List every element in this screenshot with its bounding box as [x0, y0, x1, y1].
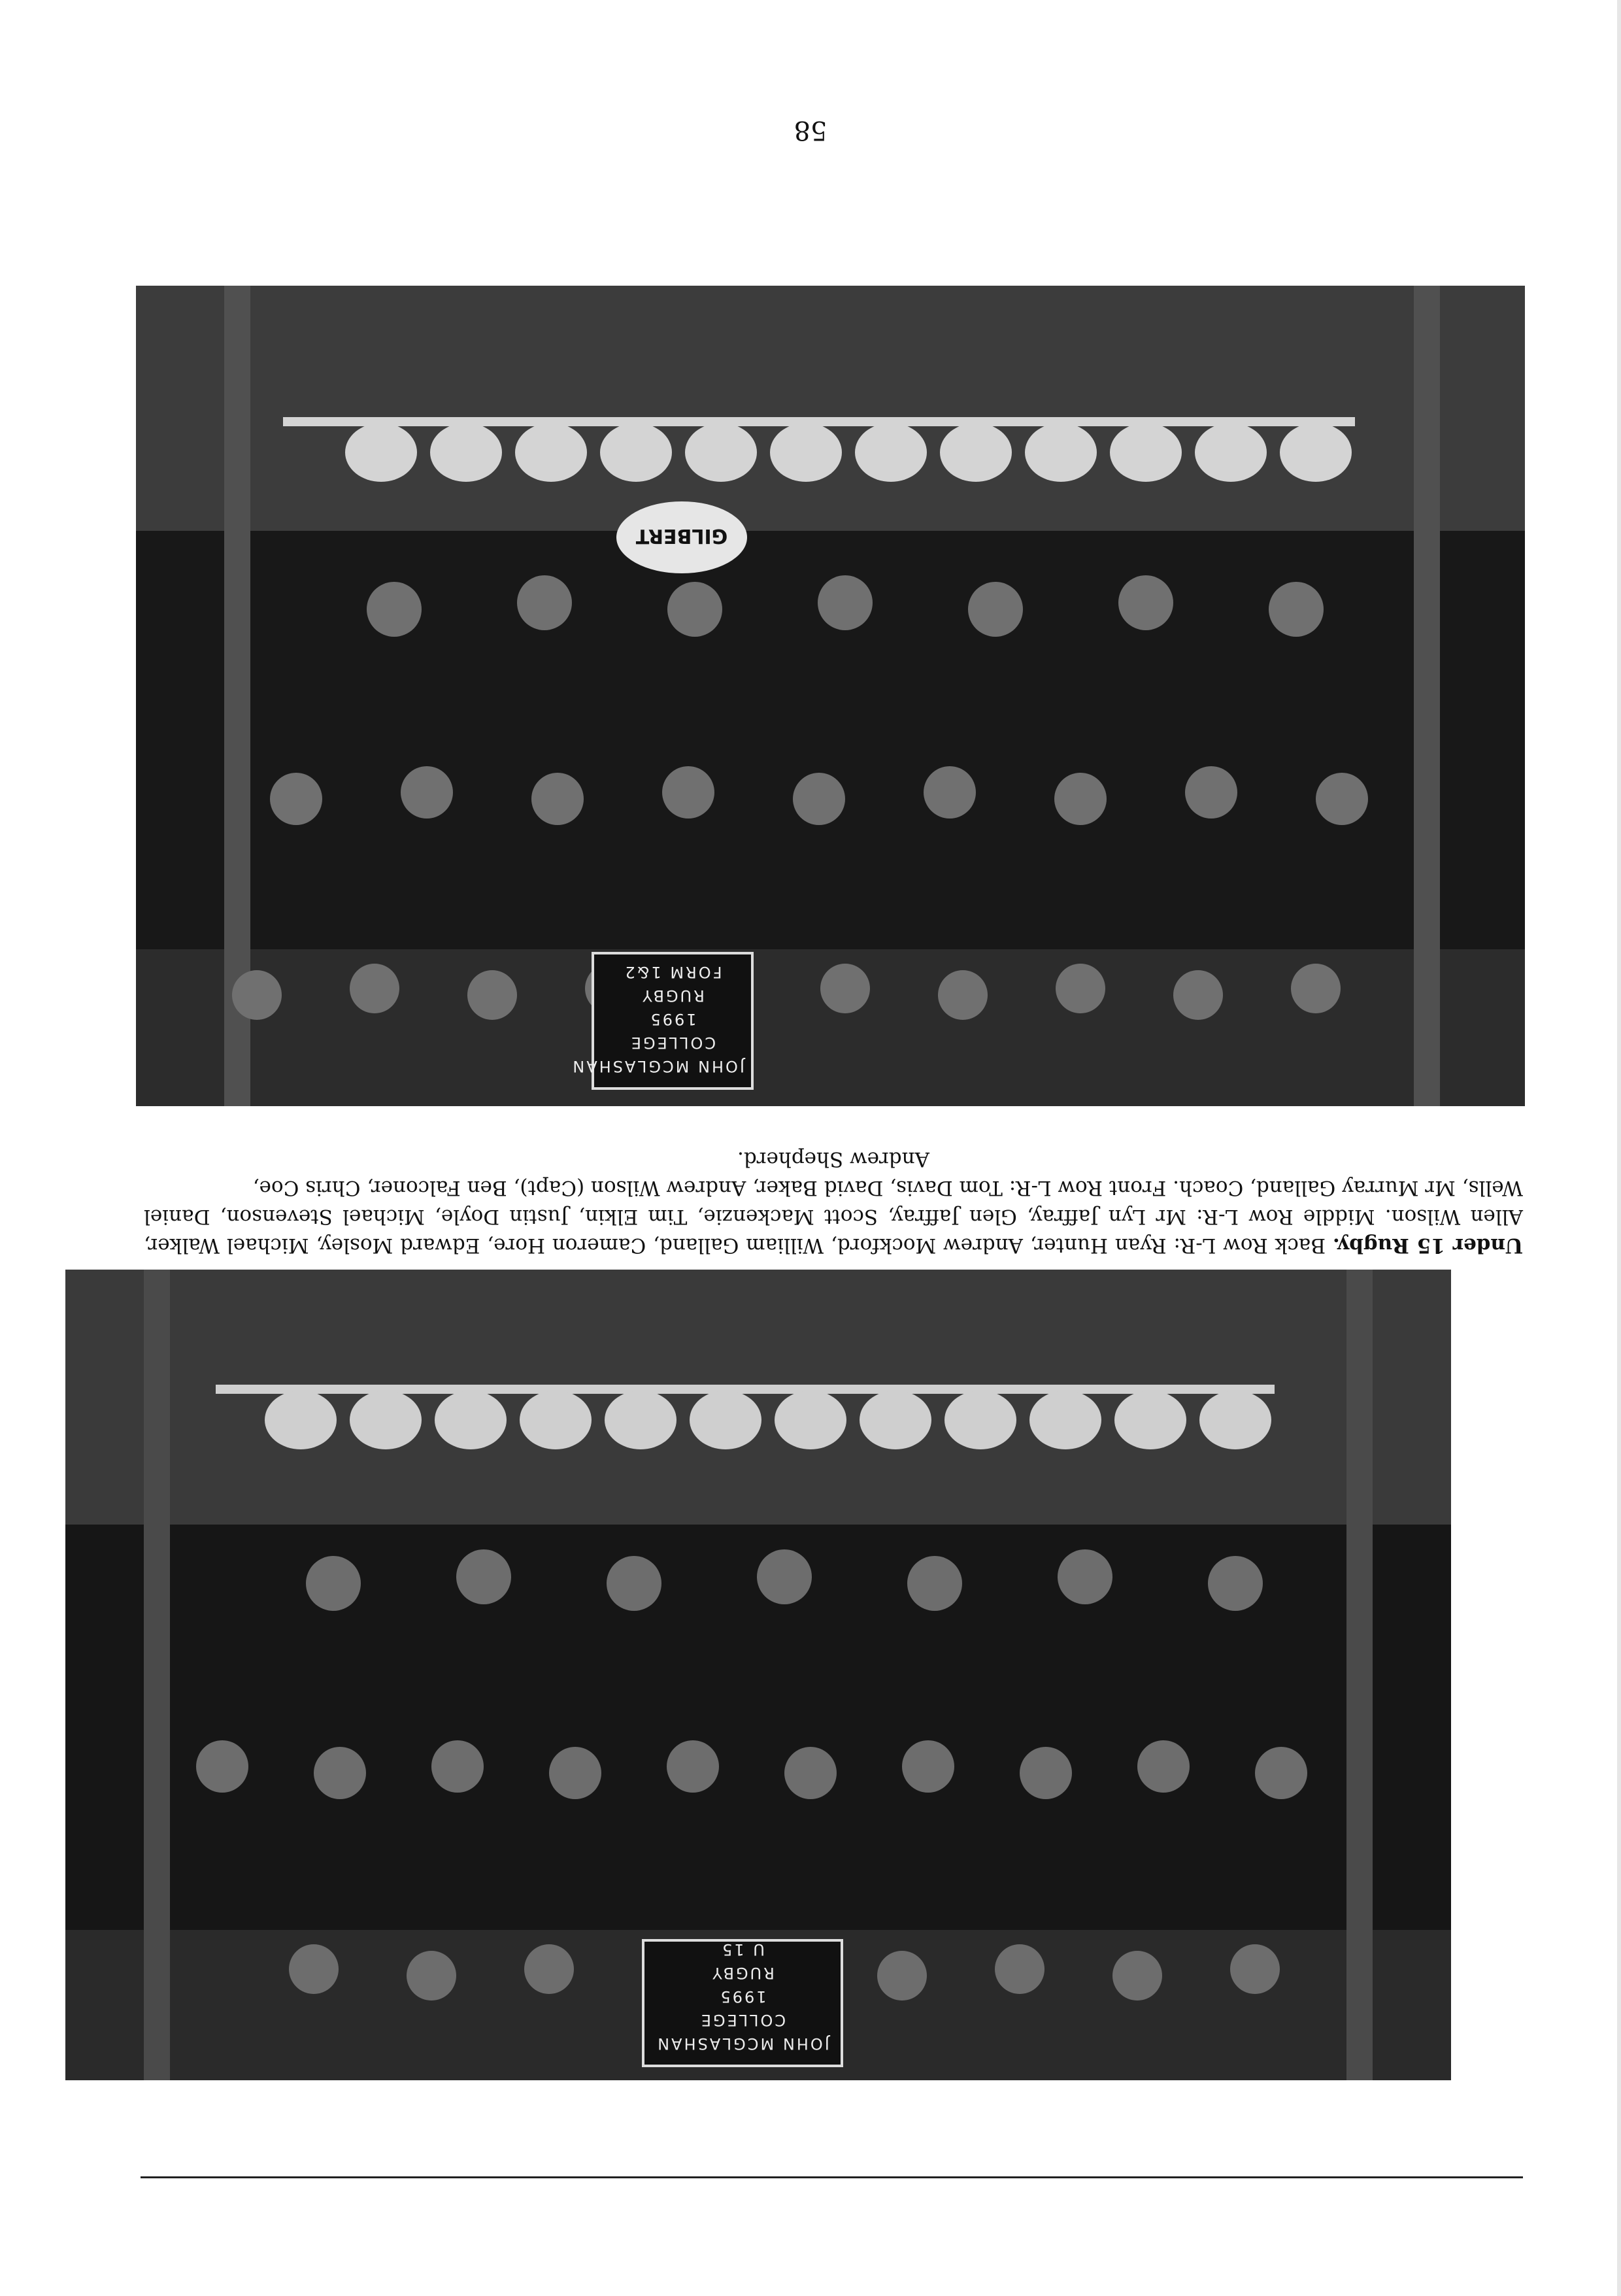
sign-line: COLLEGE — [629, 1034, 716, 1052]
sign-line: RUGBY — [641, 987, 705, 1005]
photo-sign-under-15 — [642, 1939, 843, 2067]
sign-line: 1995 — [718, 1987, 767, 2006]
top-rule — [141, 2176, 1523, 2178]
photo-caption — [144, 1145, 1523, 1260]
sign-line: JOHN MCGLASHAN — [656, 2034, 829, 2053]
ball-label: GILBERT — [635, 524, 728, 547]
page-number: 58 — [794, 115, 827, 145]
caption-last-line: Andrew Shepherd. — [737, 1147, 929, 1171]
photo-sign-form-1-2 — [571, 952, 754, 1090]
sign-line: COLLEGE — [699, 2011, 786, 2029]
sign-line: JOHN MCGLASHAN — [571, 1057, 744, 1075]
sign-line: FORM 1&2 — [623, 963, 722, 981]
sign-line: RUGBY — [710, 1964, 775, 1982]
team-photo-form-1-2-image — [136, 286, 1525, 1106]
sign-line: 1995 — [648, 1010, 697, 1028]
sign-line: U 15 — [720, 1940, 765, 1959]
team-photo-under-15 — [65, 1270, 1451, 2080]
caption-lead: Under 15 Rugby. — [1332, 1234, 1523, 1257]
scan-edge — [1617, 0, 1621, 2296]
team-photo-form-1-2 — [136, 286, 1525, 1106]
caption-body: Back Row L-R: Ryan Hunter, Andrew Mockford, William Galland, Cameron Hore, Edward Mosley, Michael Walker, Allen Wilson. Middle Row L-R: Mr Lyn Jaffray, Glen Jaffray, Scott Mackenzie, Tim Elkin, Justin Doyle, Michael Stevenson, Daniel Wells, Mr Murray Galland, Coach. Front Row L-R: Tom Davis, David Baker, Andrew Wilson (Capt), Ben Falconer, Chris Coe, — [144, 1176, 1523, 1257]
